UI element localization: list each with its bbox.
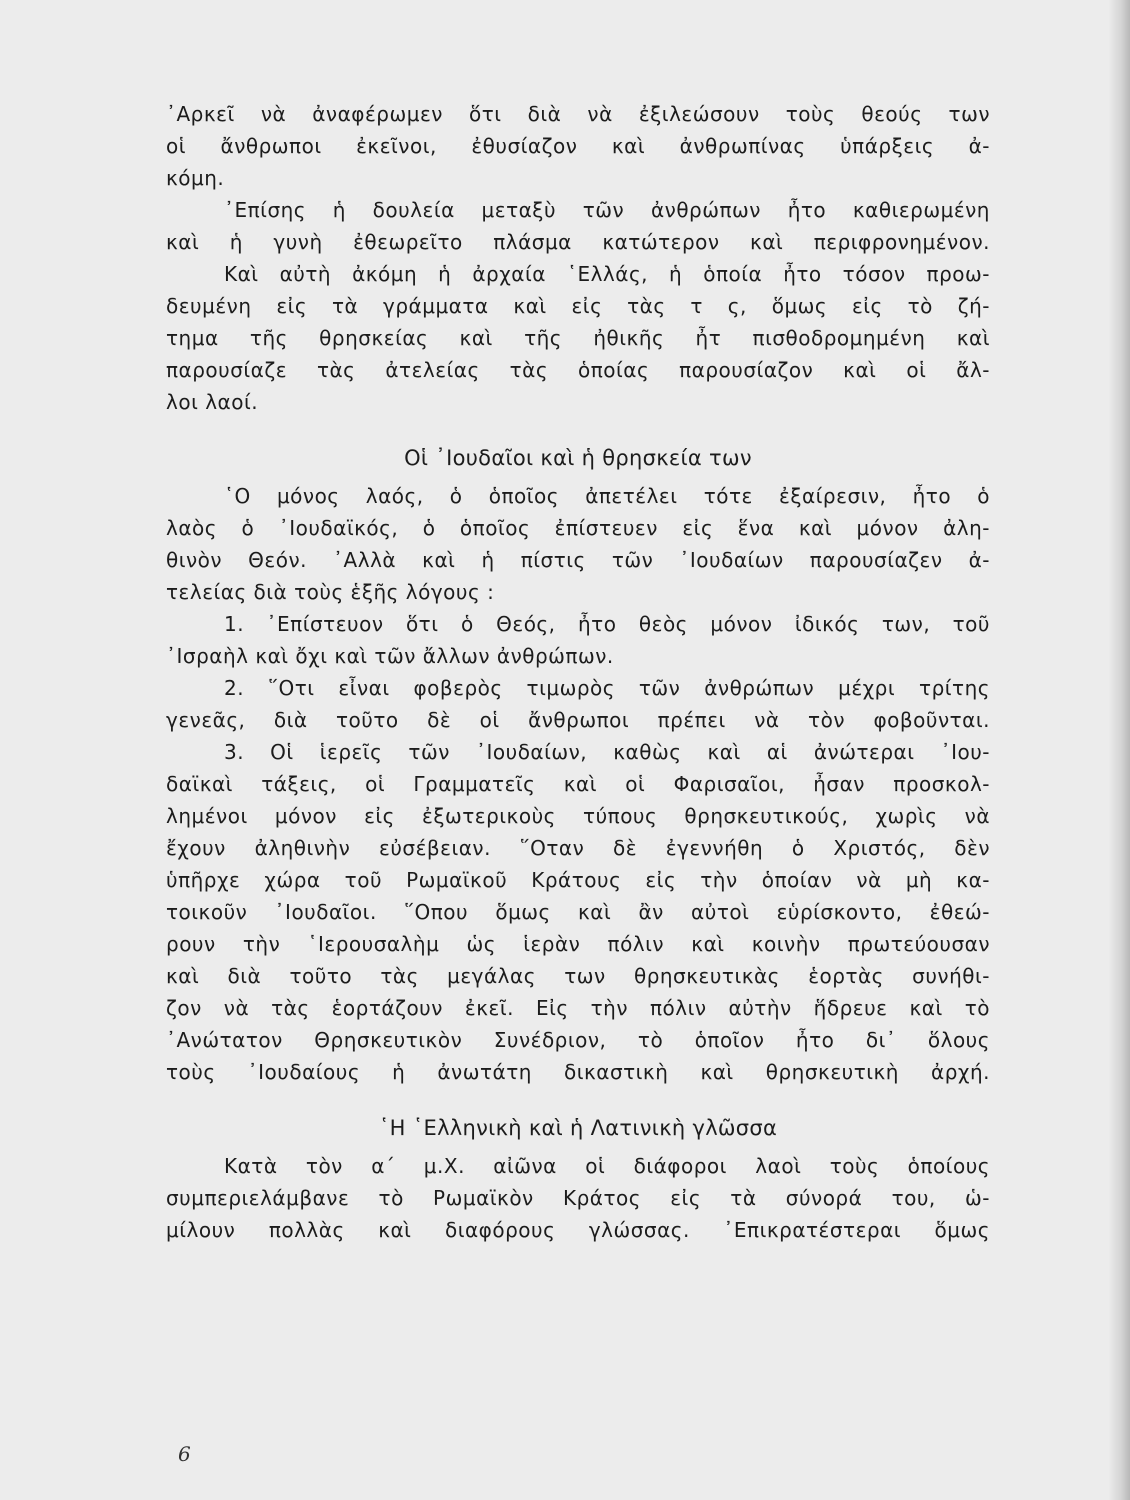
text-line: 1. ᾿Επίστευον ὅτι ὁ Θεός, ἦτο θεὸς μόνον ἰδικός των, τοῦ [224, 612, 990, 636]
text-line: ρουν τὴν ῾Ιερουσαλὴμ ὡς ἱερὰν πόλιν καὶ κοινὴν πρωτεύουσαν [166, 932, 990, 956]
text-line: ἔχουν ἀληθινὴν εὐσέβειαν. ῞Οταν δὲ ἐγεννήθη ὁ Χριστός, δὲν [166, 836, 990, 860]
text-line: λημένοι μόνον εἰς ἐξωτερικοὺς τύπους θρησκευτικούς, χωρὶς νὰ [166, 804, 990, 828]
text-line: τοὺς ᾿Ιουδαίους ἡ ἀνωτάτη δικαστικὴ καὶ θρησκευτικὴ ἀρχή. [166, 1060, 990, 1084]
book-spine-shadow [1108, 0, 1130, 1500]
paragraph-3 [166, 258, 990, 418]
text-line: ᾿Επίσης ἡ δουλεία μεταξὺ τῶν ἀνθρώπων ἦτο καθιερωμένη [224, 198, 990, 222]
paragraph-2 [166, 194, 990, 258]
text-line: λαὸς ὁ ᾿Ιουδαϊκός, ὁ ὁποῖος ἐπίστευεν εἰς ἕνα καὶ μόνον ἀλη- [166, 516, 990, 540]
text-line: οἱ ἄνθρωποι ἐκεῖνοι, ἐθυσίαζον καὶ ἀνθρωπίνας ὑπάρξεις ἀ- [166, 134, 990, 158]
text-line: ὑπῆρχε χώρα τοῦ Ρωμαϊκοῦ Κράτους εἰς τὴν ὁποίαν νὰ μὴ κα- [166, 868, 990, 892]
text-line: μίλουν πολλὰς καὶ διαφόρους γλώσσας. ᾿Επικρατέστεραι ὅμως [166, 1218, 990, 1242]
section-gap [166, 1088, 990, 1104]
text-line: ᾿Ανώτατον Θρησκευτικὸν Συνέδριον, τὸ ὁποῖον ἦτο δι᾿ ὅλους [166, 1028, 990, 1052]
text-line: τελείας διὰ τοὺς ἑξῆς λόγους : [166, 580, 495, 604]
text-line: θινὸν Θεόν. ᾿Αλλὰ καὶ ἡ πίστις τῶν ᾿Ιουδαίων παρουσίαζεν ἀ- [166, 548, 990, 572]
text-line: καὶ ἡ γυνὴ ἐθεωρεῖτο πλάσμα κατώτερον καὶ περιφρονημένον. [166, 230, 990, 254]
text-line: κόμη. [166, 166, 225, 190]
text-line: 3. Οἱ ἱερεῖς τῶν ᾿Ιουδαίων, καθὼς καὶ αἱ ἀνώτεραι ᾿Ιου- [224, 740, 990, 764]
body-text [166, 98, 990, 1246]
text-line: παρουσίαζε τὰς ἀτελείας τὰς ὁποίας παρουσίαζον καὶ οἱ ἄλ- [166, 358, 990, 382]
text-line: λοι λαοί. [166, 390, 259, 414]
text-line: τημα τῆς θρησκείας καὶ τῆς ἠθικῆς ἦτ πισθοδρομημένη καὶ [166, 326, 990, 350]
text-line: καὶ διὰ τοῦτο τὰς μεγάλας των θρησκευτικὰς ἑορτὰς συνήθι- [166, 964, 990, 988]
list-item-3 [166, 736, 990, 1088]
text-line: δευμένη εἰς τὰ γράμματα καὶ εἰς τὰς τ ς, ὅμως εἰς τὸ ζή- [166, 294, 990, 318]
text-line: γενεᾶς, διὰ τοῦτο δὲ οἱ ἄνθρωποι πρέπει νὰ τὸν φοβοῦνται. [166, 708, 990, 732]
text-line: ᾿Αρκεῖ νὰ ἀναφέρωμεν ὅτι διὰ νὰ ἐξιλεώσουν τοὺς θεούς των [166, 102, 990, 126]
text-line: δαϊκαὶ τάξεις, οἱ Γραμματεῖς καὶ οἱ Φαρισαῖοι, ἦσαν προσκολ- [166, 772, 990, 796]
text-line: Καὶ αὐτὴ ἀκόμη ἡ ἀρχαία ῾Ελλάς, ἡ ὁποία ἦτο τόσον προω- [224, 262, 990, 286]
page-number: 6 [178, 1442, 191, 1466]
paragraph-4 [166, 480, 990, 608]
section-heading-jews: Οἱ ᾿Ιουδαῖοι καὶ ἡ θρησκεία των [404, 446, 752, 470]
list-item-2 [166, 672, 990, 736]
paragraph-1 [166, 98, 990, 194]
paragraph-5 [166, 1150, 990, 1246]
text-line: 2. ῞Οτι εἶναι φοβερὸς τιμωρὸς τῶν ἀνθρώπων μέχρι τρίτης [224, 676, 990, 700]
text-line: τοικοῦν ᾿Ιουδαῖοι. ῞Οπου ὅμως καὶ ἂν αὐτοὶ εὑρίσκοντο, ἐθεώ- [166, 900, 990, 924]
text-line: ῾Ο μόνος λαός, ὁ ὁποῖος ἀπετέλει τότε ἐξαίρεσιν, ἦτο ὁ [224, 484, 990, 508]
list-item-1 [166, 608, 990, 672]
text-line: ζον νὰ τὰς ἑορτάζουν ἐκεῖ. Εἰς τὴν πόλιν αὐτὴν ἥδρευε καὶ τὸ [166, 996, 990, 1020]
text-line: ᾿Ισραὴλ καὶ ὄχι καὶ τῶν ἄλλων ἀνθρώπων. [166, 644, 614, 668]
text-line: συμπεριελάμβανε τὸ Ρωμαϊκὸν Κράτος εἰς τὰ σύνορά του, ὡ- [166, 1186, 990, 1210]
section-heading-languages: ῾Η ῾Ελληνικὴ καὶ ἡ Λατινικὴ γλῶσσα [378, 1116, 778, 1140]
section-gap [166, 418, 990, 434]
text-line: Κατὰ τὸν α΄ μ.Χ. αἰῶνα οἱ διάφοροι λαοὶ τοὺς ὁποίους [224, 1154, 990, 1178]
